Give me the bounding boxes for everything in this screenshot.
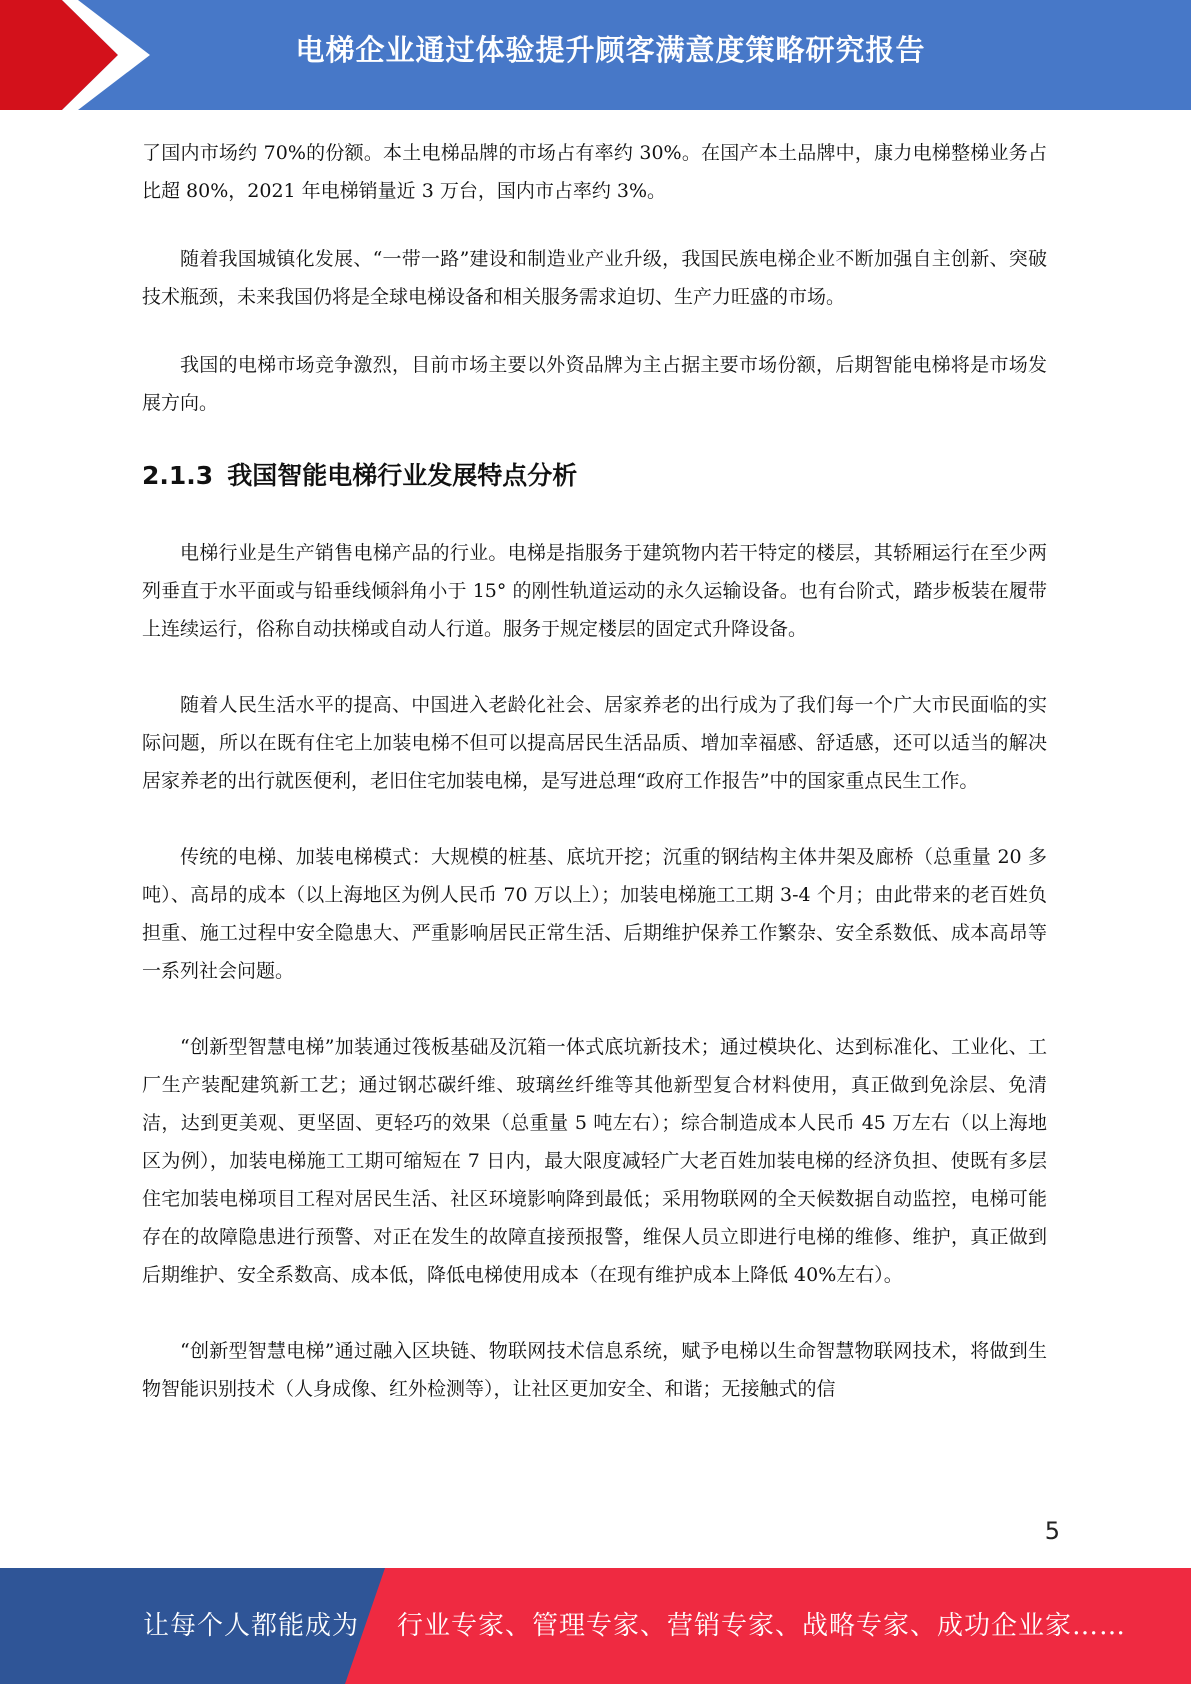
paragraph-urbanization: 随着我国城镇化发展、“一带一路”建设和制造业产业升级，我国民族电梯企业不断加强自主创新、突破技术瓶颈，未来我国仍将是全球电梯设备和相关服务需求迫切、生产力旺盛的市场。 bbox=[142, 248, 1047, 308]
section-heading bbox=[142, 456, 1047, 496]
paragraph-competition: 我国的电梯市场竞争激烈，目前市场主要以外资品牌为主占据主要市场份额，后期智能电梯将是市场发展方向。 bbox=[142, 354, 1047, 414]
page-number: 5 bbox=[1044, 1517, 1060, 1545]
report-title: 电梯企业通过体验提升顾客满意度策略研究报告 bbox=[295, 33, 926, 67]
section-number: 2.1.3 bbox=[142, 461, 214, 490]
report-body bbox=[142, 134, 1047, 1408]
paragraph-innovative-elevator: “创新型智慧电梯”加装通过筏板基础及沉箱一体式底坑新技术；通过模块化、达到标准化、工业化、工厂生产装配建筑新工艺；通过钢芯碳纤维、玻璃丝纤维等其他新型复合材料使用，真正做到免涂层、免清洁，达到更美观、更坚固、更轻巧的效果（总重量 5 吨左右）；综合制造成本人民币 45 万左右（以上海地区为例），加装电梯施工工期可缩短在 7 日内，最大限度减轻广大老百姓加装电梯的经济负担、使既有多层住宅加装电梯项目工程对居民生活、社区环境影响降到最低；采用物联网的全天候数据自动监控，电梯可能存在的故障隐患进行预警、对正在发生的故障直接预报警，维保人员立即进行电梯的维修、维护，真正做到后期维护、安全系数高、成本低，降低电梯使用成本（在现有维护成本上降低 40%左右）。 bbox=[142, 1036, 1047, 1286]
paragraph-aging-society: 随着人民生活水平的提高、中国进入老龄化社会、居家养老的出行成为了我们每一个广大市民面临的实际问题，所以在既有住宅上加装电梯不但可以提高居民生活品质、增加幸福感、舒适感，还可以适当的解决居家养老的出行就医便利，老旧住宅加装电梯，是写进总理“政府工作报告”中的国家重点民生工作。 bbox=[142, 694, 1047, 792]
page-header bbox=[0, 0, 1191, 110]
paragraph-blockchain-iot: “创新型智慧电梯”通过融入区块链、物联网技术信息系统，赋予电梯以生命智慧物联网技术，将做到生物智能识别技术（人身成像、红外检测等），让社区更加安全、和谐；无接触式的信 bbox=[142, 1340, 1047, 1400]
section-title: 我国智能电梯行业发展特点分析 bbox=[227, 461, 578, 490]
paragraph-traditional-model: 传统的电梯、加装电梯模式：大规模的桩基、底坑开挖；沉重的钢结构主体井架及廊桥（总重量 20 多吨）、高昂的成本（以上海地区为例人民币 70 万以上）；加装电梯施工工期 3-4 个月；由此带来的老百姓负担重、施工过程中安全隐患大、严重影响居民正常生活、后期维护保养工作繁杂、安全系数低、成本高昂等一系列社会问题。 bbox=[142, 846, 1047, 982]
paragraph-industry-definition: 电梯行业是生产销售电梯产品的行业。电梯是指服务于建筑物内若干特定的楼层，其轿厢运行在至少两列垂直于水平面或与铅垂线倾斜角小于 15° 的刚性轨道运动的永久运输设备。也有台阶式，踏步板装在履带上连续运行，俗称自动扶梯或自动人行道。服务于规定楼层的固定式升降设备。 bbox=[142, 542, 1047, 640]
footer-slogan-left: 让每个人都能成为 bbox=[143, 1611, 360, 1641]
page-footer bbox=[0, 1568, 1191, 1684]
paragraph-market-share: 了国内市场约 70%的份额。本土电梯品牌的市场占有率约 30%。在国产本土品牌中，康力电梯整梯业务占比超 80%，2021 年电梯销量近 3 万台，国内市占率约 3%。 bbox=[142, 142, 1047, 202]
footer-slogan-right: 行业专家、管理专家、营销专家、战略专家、成功企业家…… bbox=[397, 1611, 1127, 1641]
